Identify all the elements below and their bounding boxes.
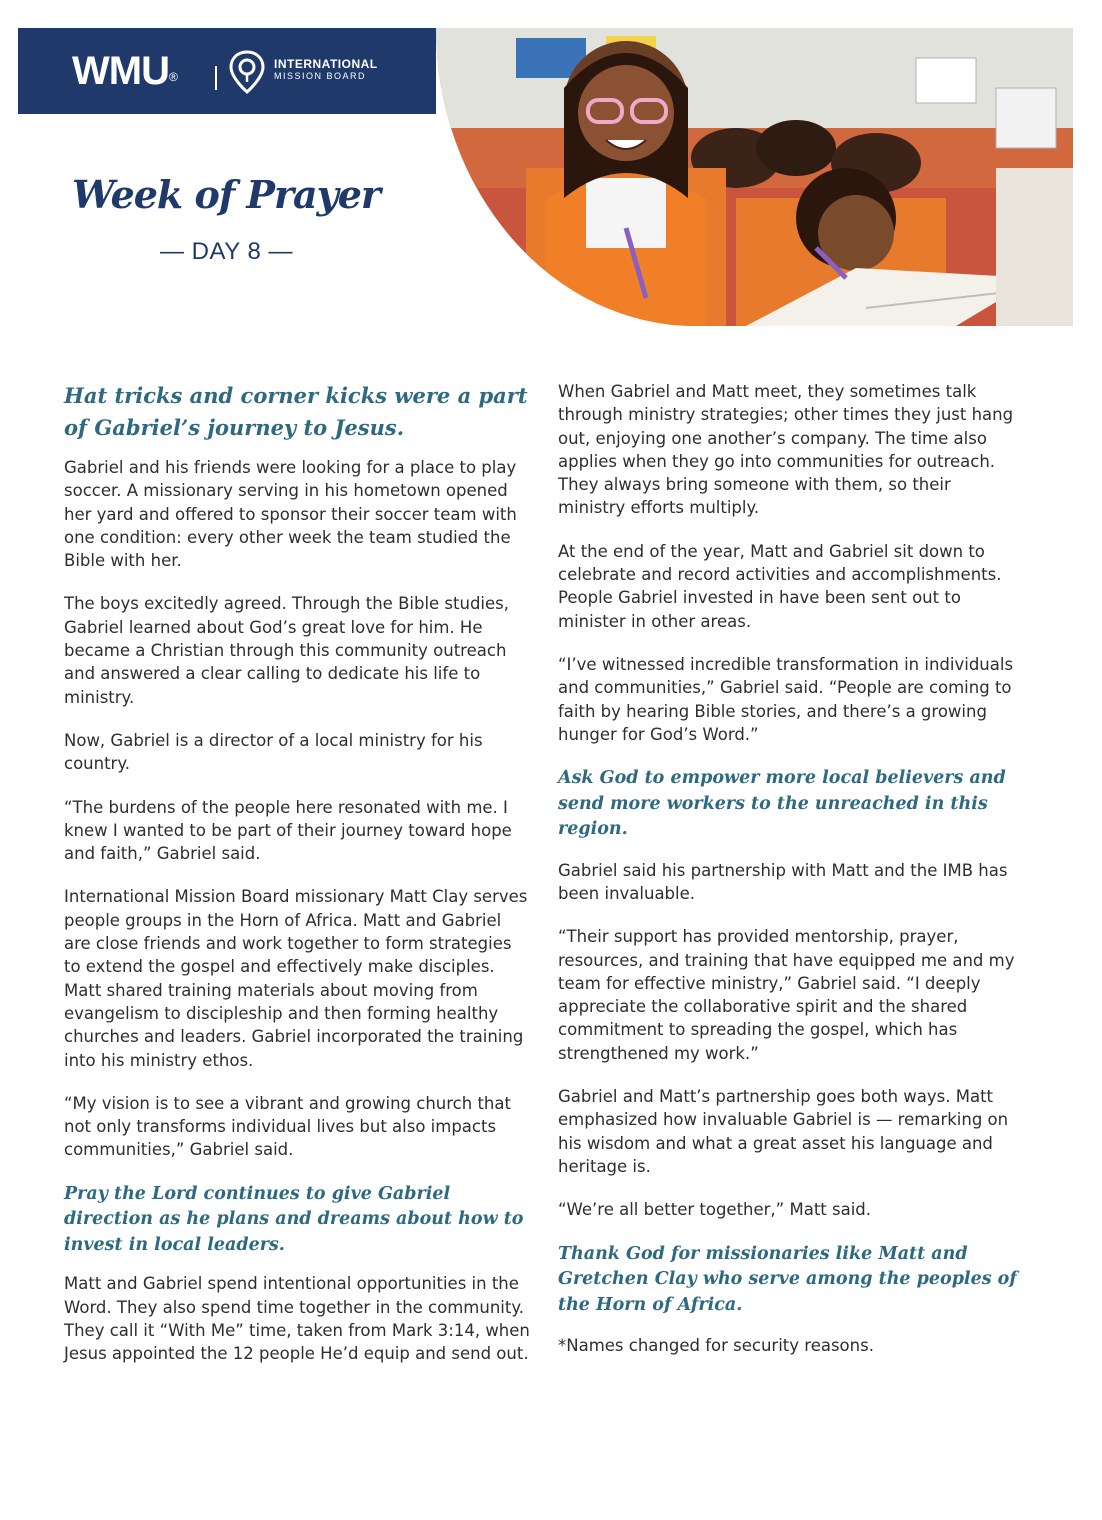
registered-mark: ®: [168, 70, 177, 84]
left-column: [64, 380, 530, 1385]
classroom-photo: [436, 28, 1073, 326]
quote-paragraph: “My vision is to see a vibrant and growing church that not only transforms individual lives but also impacts communities,” Gabriel said.: [64, 1093, 511, 1160]
prayer-prompt: Ask God to empower more local believers and send more workers to the unreached in this region.: [558, 768, 1006, 840]
prayer-prompt: Thank God for missionaries like Matt and Gretchen Clay who serve among the peoples of the Horn of Africa.: [558, 1243, 1017, 1315]
paragraph: Gabriel and Matt’s partnership goes both ways. Matt emphasized how invaluable Gabriel is — remarking on his wisdom and what a great asset his language and heritage is.: [558, 1087, 1009, 1176]
paragraph: At the end of the year, Matt and Gabriel sit down to celebrate and record activities and accomplishments. People Gabriel invested in have been sent out to minister in other areas.: [558, 541, 1002, 631]
wmu-logo: [72, 48, 177, 94]
day-label: — DAY 8 —: [160, 238, 293, 265]
imb-logo-text: [274, 58, 378, 82]
quote-paragraph: “We’re all better together,” Matt said.: [558, 1200, 872, 1220]
wmu-logo-text: WMU: [72, 49, 169, 93]
imb-line1: INTERNATIONAL: [274, 57, 378, 71]
prayer-prompt: Pray the Lord continues to give Gabriel direction as he plans and dreams about how to invest in local leaders.: [64, 1183, 524, 1255]
paragraph: Matt and Gabriel spend intentional opportunities in the Word. They also spend time together in the community. They call it “With Me” time, taken from Mark 3:14, when Jesus appointed the 12 people He’d equip and send out.: [64, 1274, 530, 1364]
right-column: [558, 380, 1020, 1377]
paragraph: The boys excitedly agreed. Through the Bible studies, Gabriel learned about God’s great love for him. He became a Christian through this community outreach and answered a clear calling to dedicate his life to ministry.: [64, 594, 510, 707]
paragraph: Now, Gabriel is a director of a local ministry for his country.: [64, 730, 483, 774]
quote-paragraph: “The burdens of the people here resonated with me. I knew I wanted to be part of their journey toward hope and faith,” Gabriel said.: [64, 797, 512, 864]
photo-illustration: [436, 28, 1073, 326]
logo-divider: [215, 66, 217, 90]
imb-line2: MISSION BOARD: [274, 71, 367, 81]
page-title: Week of Prayer: [72, 172, 380, 217]
paragraph: International Mission Board missionary Matt Clay serves people groups in the Horn of Africa. Matt and Gabriel are close friends and work together to form strategies to extend the gospel and effectively make disciples. Matt shared training materials about moving from evangelism to discipleship and then forming healthy churches and leaders. Gabriel incorporated the training into his ministry ethos.: [64, 887, 528, 1070]
location-pin-icon: [228, 49, 266, 95]
paragraph: Gabriel and his friends were looking for a place to play soccer. A missionary serving in his hometown opened her yard and offered to sponsor their soccer team with one condition: every other week the team studied the Bible with her.: [64, 458, 517, 571]
header-bar: [18, 28, 436, 114]
footnote: *Names changed for security reasons.: [558, 1336, 874, 1356]
quote-paragraph: “I’ve witnessed incredible transformation in individuals and communities,” Gabriel said. “People are coming to faith by hearing Bible stories, and there’s a growing hunger for God’s Word.”: [558, 654, 1014, 744]
quote-paragraph: “Their support has provided mentorship, prayer, resources, and training that have equipped me and my team for effective ministry,” Gabriel said. “I deeply appreciate the collaborative spirit and the shared commitment to spreading the gospel, which has strengthened my work.”: [558, 927, 1015, 1063]
paragraph: Gabriel said his partnership with Matt and the IMB has been invaluable.: [558, 860, 1008, 903]
paragraph: When Gabriel and Matt meet, they sometimes talk through ministry strategies; other times they just hang out, enjoying one another’s company. The time also applies when they go into communities for outreach. They always bring someone with them, so their ministry efforts multiply.: [558, 382, 1014, 518]
article-heading: Hat tricks and corner kicks were a part of Gabriel’s journey to Jesus.: [64, 383, 528, 440]
